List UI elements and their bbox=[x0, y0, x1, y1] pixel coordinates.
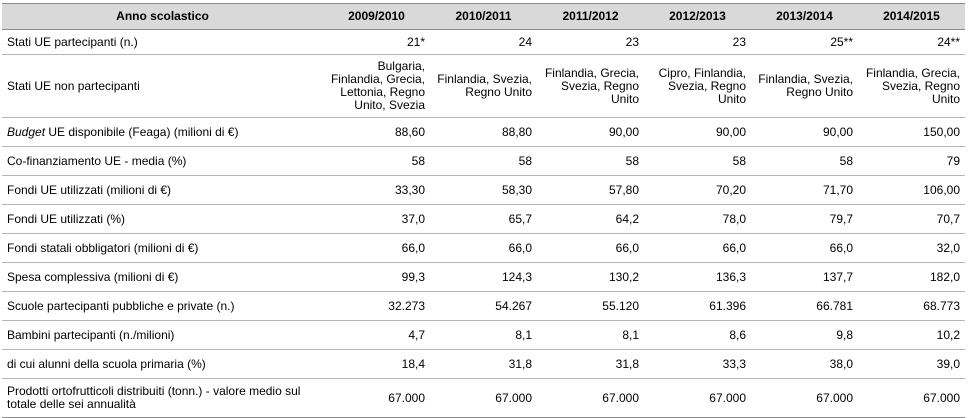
school-fruit-scheme-table bbox=[2, 3, 965, 418]
header-year: 2009/2010 bbox=[323, 4, 430, 30]
cell-value: 58 bbox=[751, 147, 858, 176]
cell-value: 33,3 bbox=[644, 350, 751, 379]
cell-value: 67.000 bbox=[644, 379, 751, 418]
cell-value: Finlandia, Grecia, Svezia, Regno Unito bbox=[858, 55, 965, 118]
cell-value: 31,8 bbox=[537, 350, 644, 379]
cell-value: 67.000 bbox=[537, 379, 644, 418]
cell-value: 61.396 bbox=[644, 292, 751, 321]
table-row bbox=[2, 350, 965, 379]
cell-value: 78,0 bbox=[644, 205, 751, 234]
header-label: Anno scolastico bbox=[2, 4, 323, 30]
cell-value: 130,2 bbox=[537, 263, 644, 292]
cell-value: 23 bbox=[644, 30, 751, 55]
cell-value: Bulgaria, Finlandia, Grecia, Lettonia, Regno Unito, Svezia bbox=[323, 55, 430, 118]
cell-value: 8,6 bbox=[644, 321, 751, 350]
cell-value: 67.000 bbox=[323, 379, 430, 418]
cell-value: 21* bbox=[323, 30, 430, 55]
cell-value: Cipro, Finlandia, Svezia, Regno Unito bbox=[644, 55, 751, 118]
cell-value: 37,0 bbox=[323, 205, 430, 234]
cell-value: 88,80 bbox=[430, 118, 537, 147]
cell-value: 32.273 bbox=[323, 292, 430, 321]
cell-value: 70,7 bbox=[858, 205, 965, 234]
row-label: Co-finanziamento UE - media (%) bbox=[2, 147, 323, 176]
cell-value: 9,8 bbox=[751, 321, 858, 350]
cell-value: 68.773 bbox=[858, 292, 965, 321]
cell-value: 67.000 bbox=[751, 379, 858, 418]
cell-value: 136,3 bbox=[644, 263, 751, 292]
cell-value: 4,7 bbox=[323, 321, 430, 350]
cell-value: 54.267 bbox=[430, 292, 537, 321]
row-label: Scuole partecipanti pubbliche e private (n.) bbox=[2, 292, 323, 321]
cell-value: 79 bbox=[858, 147, 965, 176]
table-row bbox=[2, 30, 965, 55]
row-label: Fondi UE utilizzati (%) bbox=[2, 205, 323, 234]
table-row bbox=[2, 176, 965, 205]
cell-value: 39,0 bbox=[858, 350, 965, 379]
cell-value: 150,00 bbox=[858, 118, 965, 147]
cell-value: 24** bbox=[858, 30, 965, 55]
cell-value: Finlandia, Svezia, Regno Unito bbox=[751, 55, 858, 118]
table-row bbox=[2, 321, 965, 350]
row-label: Bambini partecipanti (n./milioni) bbox=[2, 321, 323, 350]
cell-value: 57,80 bbox=[537, 176, 644, 205]
cell-value: 18,4 bbox=[323, 350, 430, 379]
cell-value: 106,00 bbox=[858, 176, 965, 205]
header-year: 2014/2015 bbox=[858, 4, 965, 30]
cell-value: 64,2 bbox=[537, 205, 644, 234]
cell-value: 58 bbox=[537, 147, 644, 176]
table-row bbox=[2, 234, 965, 263]
row-label: Stati UE non partecipanti bbox=[2, 55, 323, 118]
cell-value: 66,0 bbox=[644, 234, 751, 263]
table-row bbox=[2, 379, 965, 418]
row-label: Stati UE partecipanti (n.) bbox=[2, 30, 323, 55]
cell-value: 58 bbox=[323, 147, 430, 176]
cell-value: 90,00 bbox=[751, 118, 858, 147]
table-row bbox=[2, 118, 965, 147]
header-year: 2013/2014 bbox=[751, 4, 858, 30]
cell-value: 88,60 bbox=[323, 118, 430, 147]
cell-value: 65,7 bbox=[430, 205, 537, 234]
cell-value: 23 bbox=[537, 30, 644, 55]
cell-value: 8,1 bbox=[537, 321, 644, 350]
row-label bbox=[2, 118, 323, 147]
table-row bbox=[2, 205, 965, 234]
cell-value: 66,0 bbox=[751, 234, 858, 263]
cell-value: 66,0 bbox=[537, 234, 644, 263]
cell-value: 66,0 bbox=[430, 234, 537, 263]
table-header-row bbox=[2, 4, 965, 30]
cell-value: 58 bbox=[430, 147, 537, 176]
row-label: di cui alunni della scuola primaria (%) bbox=[2, 350, 323, 379]
table-row bbox=[2, 292, 965, 321]
cell-value: 38,0 bbox=[751, 350, 858, 379]
cell-value: 99,3 bbox=[323, 263, 430, 292]
row-label: Fondi statali obbligatori (milioni di €) bbox=[2, 234, 323, 263]
table-row bbox=[2, 263, 965, 292]
cell-value: 137,7 bbox=[751, 263, 858, 292]
cell-value: 66.781 bbox=[751, 292, 858, 321]
cell-value: 10,2 bbox=[858, 321, 965, 350]
cell-value: 24 bbox=[430, 30, 537, 55]
cell-value: 31,8 bbox=[430, 350, 537, 379]
cell-value: 32,0 bbox=[858, 234, 965, 263]
cell-value: 90,00 bbox=[537, 118, 644, 147]
cell-value: 55.120 bbox=[537, 292, 644, 321]
cell-value: Finlandia, Svezia, Regno Unito bbox=[430, 55, 537, 118]
cell-value: 8,1 bbox=[430, 321, 537, 350]
cell-value: 71,70 bbox=[751, 176, 858, 205]
table-row bbox=[2, 55, 965, 118]
cell-value: 25** bbox=[751, 30, 858, 55]
cell-value: 90,00 bbox=[644, 118, 751, 147]
cell-value: 67.000 bbox=[858, 379, 965, 418]
data-table-container bbox=[2, 3, 965, 418]
row-label: Fondi UE utilizzati (milioni di €) bbox=[2, 176, 323, 205]
header-year: 2012/2013 bbox=[644, 4, 751, 30]
cell-value: 79,7 bbox=[751, 205, 858, 234]
cell-value: 33,30 bbox=[323, 176, 430, 205]
header-year: 2010/2011 bbox=[430, 4, 537, 30]
cell-value: 67.000 bbox=[430, 379, 537, 418]
cell-value: 182,0 bbox=[858, 263, 965, 292]
cell-value: Finlandia, Grecia, Svezia, Regno Unito bbox=[537, 55, 644, 118]
cell-value: 58,30 bbox=[430, 176, 537, 205]
row-label-rest: UE disponibile (Feaga) (milioni di €) bbox=[45, 124, 239, 139]
cell-value: 124,3 bbox=[430, 263, 537, 292]
table-row bbox=[2, 147, 965, 176]
header-year: 2011/2012 bbox=[537, 4, 644, 30]
row-label: Spesa complessiva (milioni di €) bbox=[2, 263, 323, 292]
cell-value: 70,20 bbox=[644, 176, 751, 205]
cell-value: 66,0 bbox=[323, 234, 430, 263]
row-label-italic: Budget bbox=[7, 124, 46, 139]
cell-value: 58 bbox=[644, 147, 751, 176]
row-label: Prodotti ortofrutticoli distribuiti (tonn.) - valore medio sul totale delle sei annualità bbox=[2, 379, 323, 418]
